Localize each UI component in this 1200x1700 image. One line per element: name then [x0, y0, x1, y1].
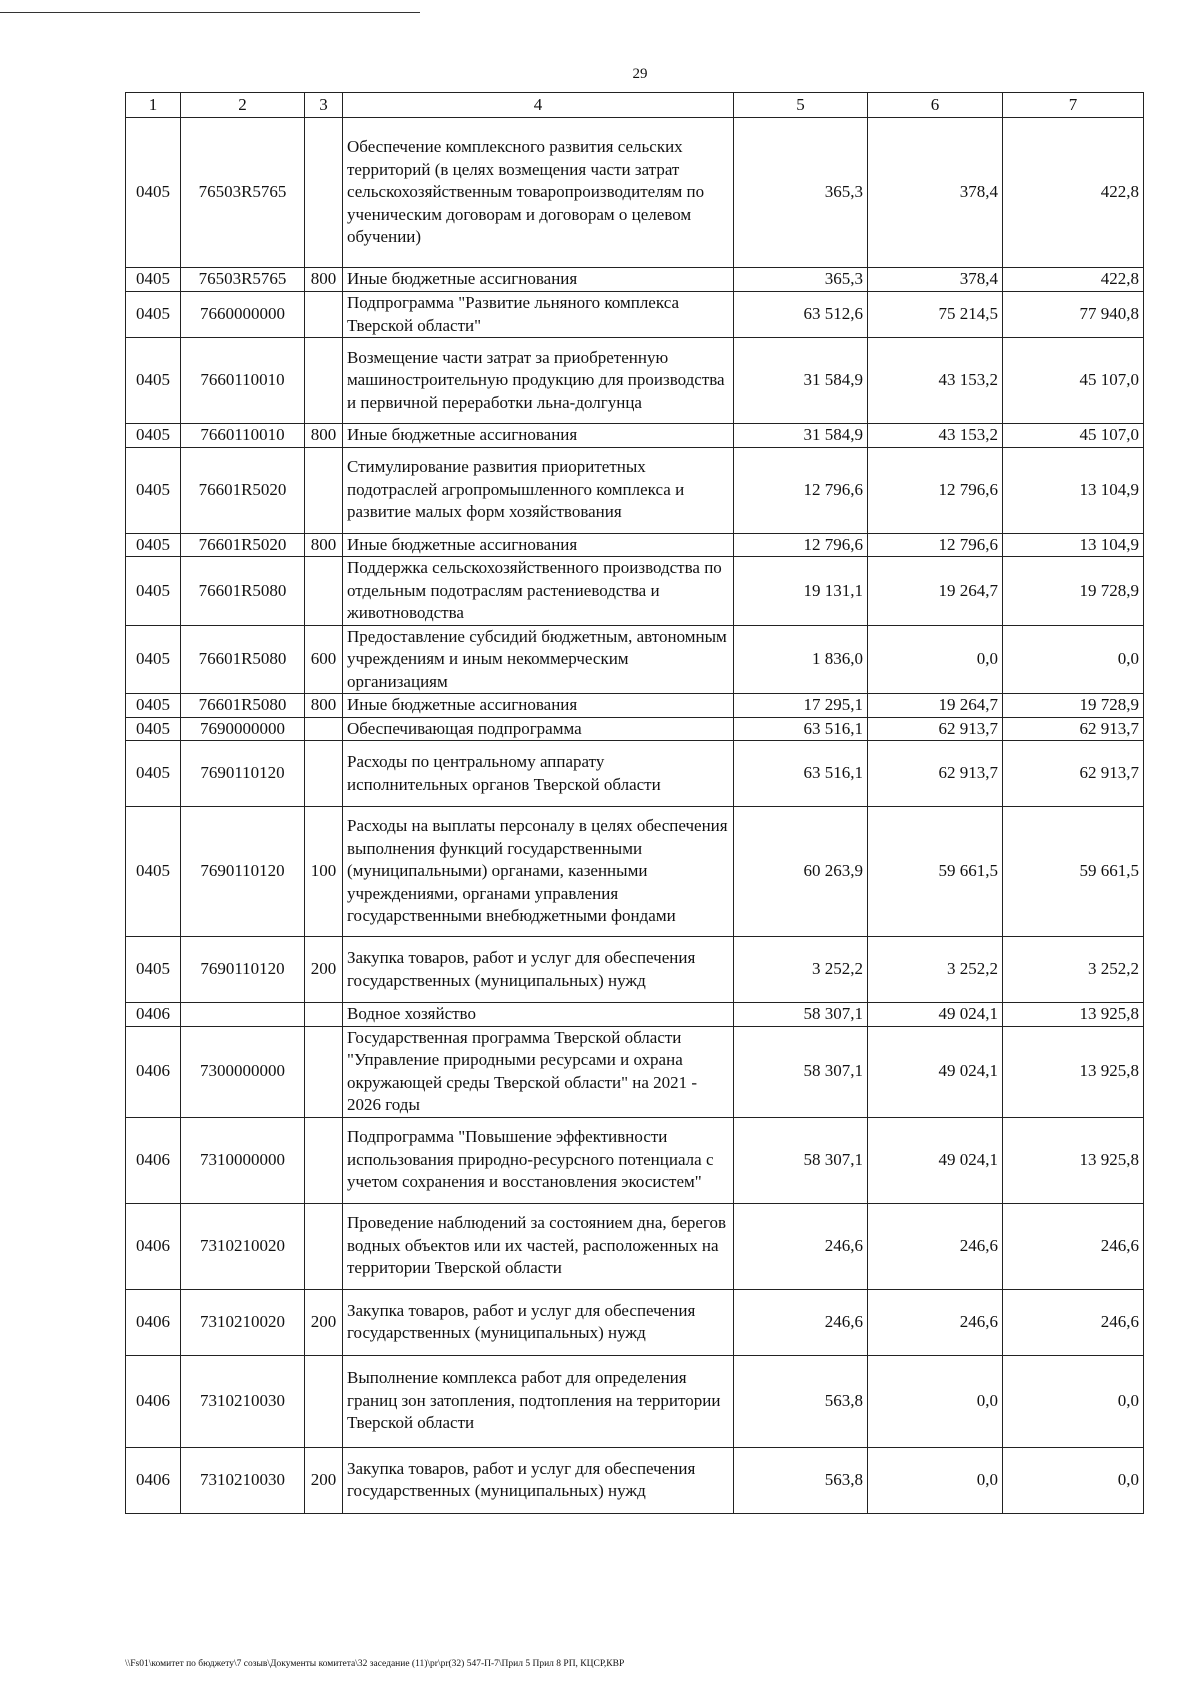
table-row	[126, 424, 1144, 448]
expense-type	[305, 447, 343, 533]
description: Подпрограмма "Повышение эффективности использования природно-ресурсного потенциала с учетом сохранения и восстановления экосистем"	[343, 1117, 734, 1203]
header-col-2: 2	[181, 93, 305, 118]
value-col-6: 246,6	[868, 1289, 1003, 1355]
expense-type: 100	[305, 807, 343, 937]
target-code: 76601R5020	[181, 533, 305, 557]
value-col-5: 17 295,1	[734, 694, 868, 718]
value-col-7: 45 107,0	[1003, 424, 1144, 448]
section-code: 0405	[126, 424, 181, 448]
table-row	[126, 268, 1144, 292]
header-col-4: 4	[343, 93, 734, 118]
value-col-5: 31 584,9	[734, 338, 868, 424]
value-col-7: 62 913,7	[1003, 741, 1144, 807]
value-col-6: 49 024,1	[868, 1003, 1003, 1027]
section-code: 0405	[126, 118, 181, 268]
value-col-7: 13 925,8	[1003, 1117, 1144, 1203]
header-col-5: 5	[734, 93, 868, 118]
description: Закупка товаров, работ и услуг для обеспечения государственных (муниципальных) нужд	[343, 1447, 734, 1513]
expense-type	[305, 292, 343, 338]
table-body	[126, 118, 1144, 1514]
value-col-6: 59 661,5	[868, 807, 1003, 937]
value-col-5: 365,3	[734, 118, 868, 268]
target-code: 7310210030	[181, 1447, 305, 1513]
description: Расходы на выплаты персоналу в целях обеспечения выполнения функций государственными (муниципальными) органами, казенными учреждениями, органами управления государственными внебюджетными фондами	[343, 807, 734, 937]
table-row	[126, 1003, 1144, 1027]
description: Закупка товаров, работ и услуг для обеспечения государственных (муниципальных) нужд	[343, 937, 734, 1003]
value-col-6: 49 024,1	[868, 1117, 1003, 1203]
value-col-7: 3 252,2	[1003, 937, 1144, 1003]
expense-type	[305, 1003, 343, 1027]
section-code: 0405	[126, 268, 181, 292]
description: Иные бюджетные ассигнования	[343, 533, 734, 557]
value-col-6: 19 264,7	[868, 694, 1003, 718]
table-row	[126, 625, 1144, 694]
value-col-6: 246,6	[868, 1203, 1003, 1289]
target-code	[181, 1003, 305, 1027]
value-col-5: 58 307,1	[734, 1117, 868, 1203]
description: Предоставление субсидий бюджетным, автономным учреждениям и иным некоммерческим организациям	[343, 625, 734, 694]
expense-type: 800	[305, 533, 343, 557]
description: Проведение наблюдений за состоянием дна, берегов водных объектов или их частей, расположенных на территории Тверской области	[343, 1203, 734, 1289]
section-code: 0405	[126, 807, 181, 937]
table-row	[126, 447, 1144, 533]
value-col-6: 12 796,6	[868, 533, 1003, 557]
section-code: 0405	[126, 338, 181, 424]
value-col-7: 0,0	[1003, 1447, 1144, 1513]
description: Иные бюджетные ассигнования	[343, 268, 734, 292]
value-col-5: 63 516,1	[734, 741, 868, 807]
section-code: 0405	[126, 694, 181, 718]
value-col-6: 12 796,6	[868, 447, 1003, 533]
section-code: 0405	[126, 625, 181, 694]
value-col-6: 49 024,1	[868, 1026, 1003, 1117]
value-col-7: 62 913,7	[1003, 717, 1144, 741]
header-col-3: 3	[305, 93, 343, 118]
target-code: 7310210030	[181, 1355, 305, 1447]
expense-type	[305, 1355, 343, 1447]
value-col-6: 0,0	[868, 1355, 1003, 1447]
table-row	[126, 1355, 1144, 1447]
expense-type	[305, 118, 343, 268]
value-col-7: 45 107,0	[1003, 338, 1144, 424]
header-row	[126, 93, 1144, 118]
table-row	[126, 118, 1144, 268]
target-code: 7310210020	[181, 1289, 305, 1355]
value-col-5: 19 131,1	[734, 557, 868, 626]
value-col-6: 75 214,5	[868, 292, 1003, 338]
value-col-6: 378,4	[868, 118, 1003, 268]
section-code: 0406	[126, 1355, 181, 1447]
section-code: 0405	[126, 533, 181, 557]
expense-type: 800	[305, 424, 343, 448]
value-col-5: 60 263,9	[734, 807, 868, 937]
value-col-6: 378,4	[868, 268, 1003, 292]
value-col-7: 19 728,9	[1003, 557, 1144, 626]
target-code: 76601R5080	[181, 694, 305, 718]
value-col-5: 246,6	[734, 1289, 868, 1355]
description: Водное хозяйство	[343, 1003, 734, 1027]
value-col-7: 0,0	[1003, 625, 1144, 694]
header-col-1: 1	[126, 93, 181, 118]
expense-type: 800	[305, 268, 343, 292]
section-code: 0405	[126, 447, 181, 533]
value-col-5: 58 307,1	[734, 1003, 868, 1027]
table-row	[126, 338, 1144, 424]
table-row	[126, 1447, 1144, 1513]
description: Закупка товаров, работ и услуг для обеспечения государственных (муниципальных) нужд	[343, 1289, 734, 1355]
value-col-5: 63 516,1	[734, 717, 868, 741]
description: Иные бюджетные ассигнования	[343, 694, 734, 718]
description: Обеспечение комплексного развития сельских территорий (в целях возмещения части затрат сельскохозяйственным товаропроизводителям по ученическим договорам и договорам о целевом обучении)	[343, 118, 734, 268]
value-col-5: 563,8	[734, 1355, 868, 1447]
value-col-5: 246,6	[734, 1203, 868, 1289]
value-col-5: 58 307,1	[734, 1026, 868, 1117]
expense-type	[305, 1203, 343, 1289]
target-code: 7690000000	[181, 717, 305, 741]
value-col-5: 1 836,0	[734, 625, 868, 694]
section-code: 0406	[126, 1203, 181, 1289]
table-row	[126, 1117, 1144, 1203]
target-code: 7310210020	[181, 1203, 305, 1289]
target-code: 76503R5765	[181, 268, 305, 292]
target-code: 7690110120	[181, 741, 305, 807]
target-code: 7660110010	[181, 424, 305, 448]
table-row	[126, 292, 1144, 338]
footer-file-path: \\Fs01\комитет по бюджету\7 созыв\Документы комитета\32 заседание (11)\pr\pr(32) 547-П-7\Прил 5 Прил 8 РП, КЦСР,КВР	[125, 1659, 625, 1669]
expense-type	[305, 1026, 343, 1117]
section-code: 0405	[126, 717, 181, 741]
value-col-6: 3 252,2	[868, 937, 1003, 1003]
target-code: 76503R5765	[181, 118, 305, 268]
value-col-7: 13 104,9	[1003, 533, 1144, 557]
target-code: 7660000000	[181, 292, 305, 338]
budget-table	[125, 92, 1144, 1514]
value-col-7: 13 925,8	[1003, 1026, 1144, 1117]
description: Возмещение части затрат за приобретенную машиностроительную продукцию для производства и первичной переработки льна-долгунца	[343, 338, 734, 424]
description: Выполнение комплекса работ для определения границ зон затопления, подтопления на территории Тверской области	[343, 1355, 734, 1447]
target-code: 7660110010	[181, 338, 305, 424]
value-col-7: 246,6	[1003, 1289, 1144, 1355]
page-number: 29	[632, 66, 648, 82]
value-col-7: 422,8	[1003, 118, 1144, 268]
value-col-5: 3 252,2	[734, 937, 868, 1003]
description: Иные бюджетные ассигнования	[343, 424, 734, 448]
description: Стимулирование развития приоритетных подотраслей агропромышленного комплекса и развитие малых форм хозяйствования	[343, 447, 734, 533]
description: Поддержка сельскохозяйственного производства по отдельным подотраслям растениеводства и животноводства	[343, 557, 734, 626]
section-code: 0405	[126, 557, 181, 626]
expense-type	[305, 338, 343, 424]
table-row	[126, 533, 1144, 557]
table-row	[126, 741, 1144, 807]
value-col-6: 62 913,7	[868, 717, 1003, 741]
value-col-5: 31 584,9	[734, 424, 868, 448]
value-col-5: 563,8	[734, 1447, 868, 1513]
target-code: 7300000000	[181, 1026, 305, 1117]
value-col-6: 19 264,7	[868, 557, 1003, 626]
section-code: 0406	[126, 1447, 181, 1513]
description: Обеспечивающая подпрограмма	[343, 717, 734, 741]
expense-type: 200	[305, 937, 343, 1003]
table-row	[126, 1289, 1144, 1355]
section-code: 0406	[126, 1289, 181, 1355]
top-rule	[0, 12, 420, 13]
table-row	[126, 937, 1144, 1003]
value-col-6: 62 913,7	[868, 741, 1003, 807]
value-col-7: 0,0	[1003, 1355, 1144, 1447]
value-col-7: 13 104,9	[1003, 447, 1144, 533]
expense-type: 200	[305, 1289, 343, 1355]
value-col-5: 12 796,6	[734, 447, 868, 533]
section-code: 0406	[126, 1003, 181, 1027]
value-col-6: 0,0	[868, 1447, 1003, 1513]
table-row	[126, 1203, 1144, 1289]
table-row	[126, 717, 1144, 741]
expense-type	[305, 741, 343, 807]
expense-type: 800	[305, 694, 343, 718]
value-col-7: 59 661,5	[1003, 807, 1144, 937]
section-code: 0406	[126, 1117, 181, 1203]
expense-type	[305, 557, 343, 626]
value-col-7: 246,6	[1003, 1203, 1144, 1289]
value-col-7: 19 728,9	[1003, 694, 1144, 718]
target-code: 76601R5080	[181, 625, 305, 694]
table-row	[126, 807, 1144, 937]
value-col-7: 77 940,8	[1003, 292, 1144, 338]
target-code: 76601R5080	[181, 557, 305, 626]
description: Государственная программа Тверской области "Управление природными ресурсами и охрана окружающей среды Тверской области" на 2021 - 2026 годы	[343, 1026, 734, 1117]
section-code: 0406	[126, 1026, 181, 1117]
expense-type	[305, 1117, 343, 1203]
value-col-5: 365,3	[734, 268, 868, 292]
table-row	[126, 694, 1144, 718]
value-col-6: 43 153,2	[868, 424, 1003, 448]
expense-type	[305, 717, 343, 741]
expense-type: 200	[305, 1447, 343, 1513]
value-col-5: 12 796,6	[734, 533, 868, 557]
header-col-6: 6	[868, 93, 1003, 118]
value-col-5: 63 512,6	[734, 292, 868, 338]
section-code: 0405	[126, 937, 181, 1003]
description: Расходы по центральному аппарату исполнительных органов Тверской области	[343, 741, 734, 807]
target-code: 7690110120	[181, 807, 305, 937]
value-col-7: 13 925,8	[1003, 1003, 1144, 1027]
target-code: 7310000000	[181, 1117, 305, 1203]
value-col-7: 422,8	[1003, 268, 1144, 292]
value-col-6: 43 153,2	[868, 338, 1003, 424]
target-code: 76601R5020	[181, 447, 305, 533]
value-col-6: 0,0	[868, 625, 1003, 694]
description: Подпрограмма "Развитие льняного комплекса Тверской области"	[343, 292, 734, 338]
header-col-7: 7	[1003, 93, 1144, 118]
section-code: 0405	[126, 741, 181, 807]
section-code: 0405	[126, 292, 181, 338]
table-row	[126, 557, 1144, 626]
target-code: 7690110120	[181, 937, 305, 1003]
table-row	[126, 1026, 1144, 1117]
expense-type: 600	[305, 625, 343, 694]
